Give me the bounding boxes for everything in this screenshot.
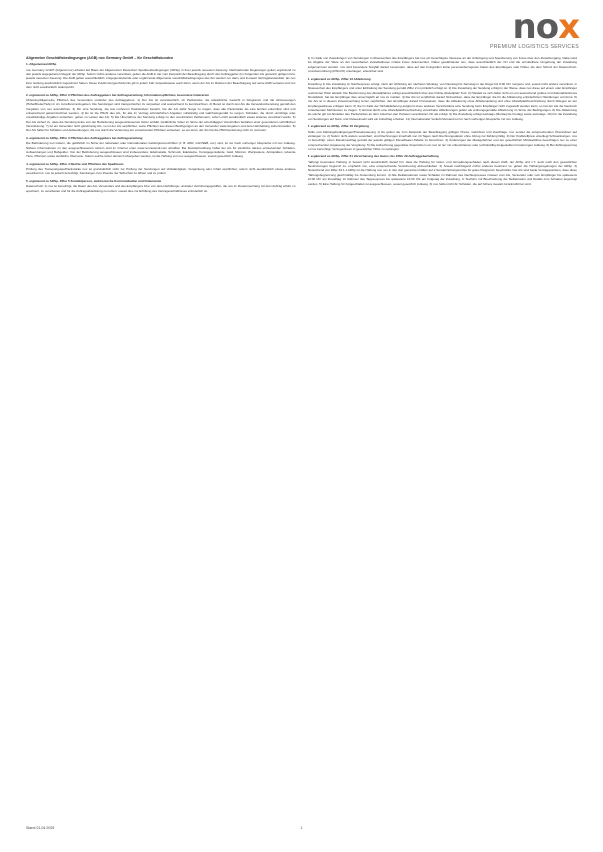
section-text: Zustellung 1) Die Zustellung im Nachtexpress erfolgt, nach der Abholung am nächsten Werktag, von Dienstag bis Samstag in der Regel bis 8:00 Uhr morgens und, soweit nicht anders vereinbart, in Abwesenheit des Empfängers und unter Einhaltung der Sendung gemäß Ziffer 2 ist pünktlich erfolgt ist. 2) Die Zustellung der Sendung erfolgt in der Weise, dass nox diese auf einem oder Empfänger bestimmten Platz abstellt. Die Bestimmung des Abstellplatzes erfolgt ausschließlich über das Online-Abstellplatz Tool. 3) Handelt es sich dabei nicht um ein ausreichend großes und diebstahlsicheres Abstellplatz, hat der Empfänger dies unverzüglich an nox zu melden. 4) Der AG ist verpflichtet darauf hinzuwirken, dass der Empfänger die für die Ablieferung erforderlichen Handlungen vornimmt. 5) Der AG ist in diesem Zusammenhang ferner verpflichtet, den Empfänger darauf hinzuweisen, dass die Ablieferung ohne Ablieferquittung und ohne Abstellplatzbeschreibung durch Ablegen an der Empfangsadresse erfolgen kann. 6) Sie im Falle der Nichtablieferung aufgrund eines anderen Verschuldens eine Sendung beim Empfänger nicht zugestellt werden kann, so hat der AG die hierdurch entstehenden Mehrkosten zu tragen. 7) Einmal durch eine Abstellplatzbeschreibung vereinbarte Ablieferungen gelten als ordnungsgemäße Ablieferung im Sinne der Bedingungen. 8) Die Ablieferung als solche gilt mit Abstellen des Packstückes an dem zwischen den Parteien vereinbarten Ort als erfolgt. 9) Die Zustellung erfolgt werktags (Montag bis Freitag) sowie samstags. 10) Für die Zustellung von Sendungen auf Nord- und Ostseeinseln wird ein Aufschlag erhoben. 11) Internationaler Verkehr/Versand ist nur nach vorheriger Absprache mit nox zulässig. [307, 81, 577, 121]
section-text: Haftung/ besondere Haftung 1) Soweit nicht ausdrücklich darauf hin, dass die Haftung für Güter- und Verspätungsschäden nach diesen AGB, der ADSp und z.T. auch nach den gesetzlichen Bestimmungen begrenzt ist, empfiehlt nox, eine entsprechende Versicherung abzuschließen. 2) Soweit nachfolgend nichts anderes bestimmt ist, gelten die Haftungsregelungen der ADSp. 3) Abweichend von Ziffer 23.1.1 ADSp ist die Haftung von nox in den dort genannten Fällen auf 2 Sonderziehungsrechte für jedes Kilogramm beschränkt. Der AG sind beide Vertragsparteien, dass diese Haftungsbegrenzung gleichmäßig zur Anwendung kommt. 4) Alle Reklamationen sowie Schäden im Rahmen des Nachtexpresses müssen vom AG, Versender oder vom Empfänger bis spätestens 12:00 Uhr am Zustelltag, im Rahmen des Tagesexpress bis spätestens 12:00 Uhr am Folgetag der Zustellung, in Textform mit Beschreibung der Reklamation und Details zum Schaden angezeigt werden. 5) Eine Haftung für Folgeschäden ist ausgeschlossen, soweit gesetzlich zulässig. 6) nox haftet nicht für Schäden, die auf höhere Gewalt zurückzuführen sind. [307, 159, 577, 186]
section-text: nox Germany GmbH (folgend nox) arbeitet auf Basis der Allgemeinen Deutschen Spediteurbedingungen (ADSp) in ihrer jeweils neuesten Fassung. Nachstehende Regelungen gelten ergänzend zu den jeweils angegebenen Regeln der ADSp. Sofern nichts anderes vereinbart, gelten die AGB in der zum Zeitpunkt der Beauftragung durch den Auftraggeber (im Folgenden AG genannt) gültigen bzw. jeweils neuesten Fassung. Die AGB gelten ausschließlich; entgegenstehende oder ergänzende Allgemeine Geschäftsbedingungen des AG werden nur dann und insoweit Vertragsbestandteil, als nox ihrer Geltung ausdrücklich zugestimmt haben. Diese Zustimmungserfordernis gilt in jedem Fall, beispielsweise auch dann, wenn der AG im Rahmen der Beauftragung auf seine AGB verweist und nox dem nicht ausdrücklich widerspricht. [26, 67, 296, 90]
left-column [26, 56, 296, 804]
section-heading: 8. ergänzend zu ADSp, Ziffer 21 Versicherung des Gutes; bis Ziffer 29 Auftraggeberhaftung [307, 154, 439, 159]
section-text: Datenschutz: 1) nox ist berechtigt, die Daten des AG, Versenders und des Empfängers bzw. von deren Erfüllungs- und/oder Verrichtungsgehilfen, die nox im Zusammenhang mit dem Auftrag erhält, zu speichern, zu verarbeiten und für die Auftragsabwicklung zu nutzen, soweit dies zur Erfüllung des Vertragsverhältnisses erforderlich ist. [26, 184, 296, 193]
logo-text-no: no [512, 7, 559, 47]
section-text: 2) Im Falle von Zustellungen von Sendungen in Abwesenheit des Empfängers hat nox ein berechtigtes Interesse an der Anfertigung und Speicherung von Fotos über den Zustellvorgang. Dabei wird die Abgabe der Ware an der vereinbarten Zustelladresse mittels Fotos dokumentiert. Dabei gewährleistet nox, dass ausschließlich der Ort und die unmittelbare Umgebung der Zustellung aufgenommen werden. nox wird besondere Sorgfalt darauf verwenden, dass auf den Fotografien keine personenbezogenen Daten des Empfängers oder Dritter, die dem Schutz der Datenschutz-Grundverordnung (DSGVO) unterliegen, erkennbar sind. [307, 56, 577, 74]
right-column [308, 56, 578, 804]
section-heading: 4. ergänzend zu ADSp, Ziffer 4 Rechte und Pflichten des Spediteurs [26, 161, 124, 166]
brand-logo [469, 7, 579, 50]
section-text: Die Beförderung von Gütern, die gefährlich im Sinne der nationalen oder internationalen Gefahrgutvorschriften (z. B. ADR, GGVSEB, etc.) sind, ist nur nach vorheriger Absprache mit nox zulässig. Nähere Informationen zu den ausgeschlossenen Gütern sind im Internet unter www.noxnetwork.com abrufbar. Bei Zuwiderhandlung haftet der AG für sämtliche daraus entstehenden Schäden, Aufwendungen und Bußgelder. Von der Beförderung ausgeschlossen sind insbesondere: Edelmetalle, Schmuck, Edelsteine, Kunstgegenstände, Geld, Münzen, Wertpapiere, Antiquitäten, lebende Tiere, Pflanzen sowie sterbliche Überreste. Sofern solche Güter dennoch übergeben werden, ist die Haftung von nox ausgeschlossen, soweit gesetzlich zulässig. [26, 141, 296, 159]
document-body [26, 56, 577, 804]
section-heading: 3. ergänzend zu ADSp, Ziffer 3 Pflichten des Auftraggebers bei Auftragserteilung [26, 135, 143, 140]
logo-tagline: PREMIUM LOGISTICS SERVICES [490, 44, 579, 50]
section-heading: 6. ergänzend zu ADSp, Ziffer 13 Ablieferung [307, 76, 371, 81]
section-text: Prüfung des Transportgutes/Packstücke nox ist grundsätzlich nicht zur Prüfung der Sendungen auf Vollständigkeit, Verpackung oder Inhalt verpflichtet, sofern nicht ausdrücklich etwas anderes vereinbart ist. nox ist jedoch berechtigt, Sendungen zum Zwecke der Sicherheit zu öffnen und zu prüfen. [26, 167, 296, 176]
section-text: Abholung/Allgemeine Pflichten des Versenders und/oder des Auftraggebers. 1) Der AG ist verantwortlich, ob Packstücke, die tatsächliche Gewicht in Kilogramm und die Abmessungen (Höhe/Breite/Tiefe) in cm zutreffend anzugeben. Die Sendungen sind transportsicher zu verpacken und ausreichend zu kennzeichnen. 2) Bereit ist durch den AG die Versandvorbereitung gemäß den Vorgaben von nox auszuführen. 3) Für eine Sendung, die aus mehreren Packstücken besteht, hat der AG dafür Sorge zu tragen, dass alle Packstücke als eine Einheit erkennbar sind und entsprechend gekennzeichnet werden. 4) Es ist die Pflicht des AG, für alle im Vertrag erforderlichen Angaben vollständig und wahrheitsgemäß zu sorgen. Schäden, die durch unrichtige oder unvollständige Angaben entstehen, gehen zu Lasten des AG. 5) Die Übernahme der Sendung erfolgt zu den vereinbarten Zeitfenstern, sofern nicht ausdrücklich etwas anderes vereinbart wurde. 6) Der AG sichert zu, dass die Sendung keine von der Beförderung ausgeschlossenen Güter enthält. Gefährliche Güter im Sinne der einschlägigen Vorschriften bedürfen einer gesonderten schriftlichen Vereinbarung. 7) Ist ein Versender nicht gleichzeitig AG, so ist der AG verpflichtet, seine Pflichten aus diesen Bedingungen an den Versender weiterzugeben und deren Einhaltung sicherzustellen. 8) Der AG haftet für Schäden und Aufwendungen, die nox durch die Verletzung der vorstehenden Pflichten entstehen, es sei denn, der AG hat die Pflichtverletzung nicht zu vertreten. [26, 97, 296, 133]
section-heading: 2. ergänzend zu ADSp, Ziffer 3 Pflichten des Auftraggebers bei Auftragserteilung; Informationspflichten, besondere Güterarten [26, 92, 210, 97]
section-heading: 5. ergänzend zu ADSp, Ziffer 5 Kontaktperson, elektronische Kommunikation und Dokumente [26, 179, 162, 183]
section-heading: 7. ergänzend zu ADSp, Ziffer 16 Vergütung [307, 124, 369, 129]
document-title: Allgemeine Geschäftsbedingungen (AGB) nox Germany GmbH – für Geschäftskunden [26, 56, 174, 60]
section-heading: 1. Allgemeines/ADSp [26, 62, 57, 67]
footer-date: Stand 01.04.2025 [26, 826, 55, 830]
section-text: Tarife und Zahlungsbedingungen/Preisanpassung 1) Es gelten die zum Zeitpunkt der Beauftragung gültigen Preise, Gebühren und Zuschläge. nox sendet die entsprechenden Übersichten auf Verlangen zu. 2) Sofern nicht anders vereinbart, sind Rechnungen innerhalb von 14 Tagen nach Rechnungsdatum ohne Abzug zur Zahlung fällig. 3) Der Kraftstoffpreis unterliegt Schwankungen. nox ist berechtigt, einen Dieselzuschlag gemäß der jeweils gültigen Dieselfloater-Tabelle zu berechnen. 4) Änderungen der Mautgebühren und der gesetzlichen Mindestlöhne berechtigen nox zu einer entsprechenden Anpassung der Vergütung. 5) Die Aufrechnung gegenüber Ansprüchen von nox ist nur mit unbestrittenen oder rechtskräftig festgestellten Forderungen zulässig. 6) Bei Zahlungsverzug ist nox berechtigt, Verzugszinsen in gesetzlicher Höhe zu verlangen. [307, 129, 577, 151]
logo-text-x: x [558, 7, 579, 47]
page-number: 1 [300, 826, 303, 830]
